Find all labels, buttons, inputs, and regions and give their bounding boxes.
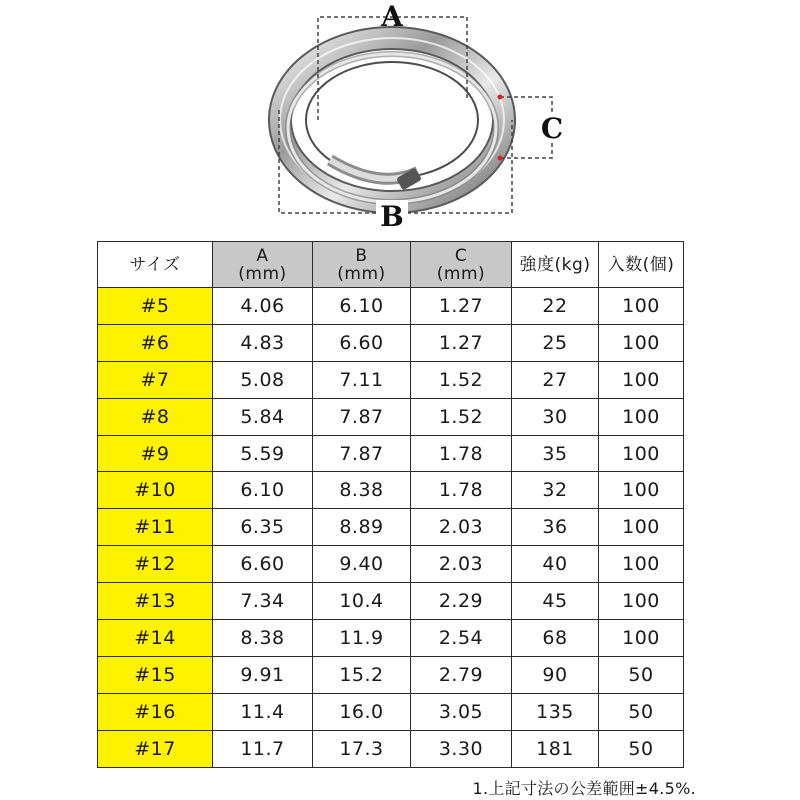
cell-a-mm: 6.35 [213,509,313,546]
cell-strength-kg: 27 [512,361,599,398]
cell-b-mm: 6.10 [313,288,411,325]
table-row [98,730,684,767]
cell-a-mm: 11.7 [213,730,313,767]
cell-strength-kg: 68 [512,620,599,657]
cell-size: #9 [98,435,213,472]
cell-a-mm: 9.91 [213,656,313,693]
cell-c-mm: 1.27 [411,324,512,361]
cell-a-mm: 5.84 [213,398,313,435]
cell-size: #17 [98,730,213,767]
cell-strength-kg: 30 [512,398,599,435]
cell-c-mm: 3.05 [411,693,512,730]
cell-strength-kg: 25 [512,324,599,361]
cell-quantity: 100 [599,398,684,435]
cell-quantity: 100 [599,509,684,546]
cell-c-mm: 1.78 [411,472,512,509]
header-c-label: C [454,245,468,266]
cell-c-mm: 2.03 [411,546,512,583]
cell-strength-kg: 181 [512,730,599,767]
cell-quantity: 100 [599,546,684,583]
table-row [98,472,684,509]
table-row [98,583,684,620]
cell-a-mm: 7.34 [213,583,313,620]
cell-b-mm: 7.11 [313,361,411,398]
header-size [98,242,213,288]
cell-a-mm: 6.10 [213,472,313,509]
label-a: A [381,0,403,33]
tolerance-note: 1.上記寸法の公差範囲±4.5%. [472,779,696,798]
cell-strength-kg: 45 [512,583,599,620]
cell-a-mm: 11.4 [213,693,313,730]
cell-a-mm: 8.38 [213,620,313,657]
header-b-unit: (mm) [337,263,386,284]
cell-a-mm: 4.06 [213,288,313,325]
header-a-label: A [256,245,269,266]
spec-table [97,241,684,768]
cell-quantity: 100 [599,620,684,657]
table-row [98,398,684,435]
cell-b-mm: 15.2 [313,656,411,693]
cell-size: #14 [98,620,213,657]
cell-c-mm: 1.27 [411,288,512,325]
cell-c-mm: 1.78 [411,435,512,472]
cell-size: #16 [98,693,213,730]
cell-quantity: 50 [599,730,684,767]
cell-strength-kg: 135 [512,693,599,730]
cell-b-mm: 7.87 [313,398,411,435]
cell-quantity: 100 [599,583,684,620]
cell-b-mm: 16.0 [313,693,411,730]
cell-quantity: 100 [599,324,684,361]
table-row [98,546,684,583]
cell-c-mm: 2.29 [411,583,512,620]
cell-size: #12 [98,546,213,583]
cell-quantity: 100 [599,361,684,398]
cell-strength-kg: 32 [512,472,599,509]
cell-c-mm: 1.52 [411,398,512,435]
cell-size: #8 [98,398,213,435]
table-row [98,324,684,361]
cell-b-mm: 8.38 [313,472,411,509]
header-quantity-label: 入数(個) [607,254,675,275]
cell-quantity: 100 [599,288,684,325]
header-row [98,242,684,288]
header-size-label: サイズ [129,254,181,275]
cell-b-mm: 7.87 [313,435,411,472]
cell-quantity: 100 [599,435,684,472]
split-ring-diagram [0,0,800,240]
marker-dot [498,95,503,100]
table-body [98,288,684,768]
table-row [98,693,684,730]
header-quantity [599,242,684,288]
cell-strength-kg: 40 [512,546,599,583]
table-row [98,361,684,398]
cell-a-mm: 5.08 [213,361,313,398]
cell-a-mm: 6.60 [213,546,313,583]
cell-size: #6 [98,324,213,361]
header-a [213,242,313,288]
label-c: C [540,112,564,145]
table-row [98,509,684,546]
header-a-unit: (mm) [238,263,287,284]
cell-b-mm: 6.60 [313,324,411,361]
split-ring-image [280,38,504,202]
cell-size: #13 [98,583,213,620]
cell-quantity: 100 [599,472,684,509]
cell-c-mm: 2.03 [411,509,512,546]
header-strength-label: 強度(kg) [519,254,591,275]
cell-strength-kg: 36 [512,509,599,546]
header-b [313,242,411,288]
cell-size: #5 [98,288,213,325]
cell-b-mm: 8.89 [313,509,411,546]
cell-strength-kg: 35 [512,435,599,472]
cell-a-mm: 5.59 [213,435,313,472]
cell-a-mm: 4.83 [213,324,313,361]
cell-b-mm: 17.3 [313,730,411,767]
cell-quantity: 50 [599,656,684,693]
cell-c-mm: 3.30 [411,730,512,767]
marker-dot [498,156,503,161]
cell-b-mm: 10.4 [313,583,411,620]
cell-c-mm: 2.54 [411,620,512,657]
cell-size: #7 [98,361,213,398]
cell-size: #15 [98,656,213,693]
table-row [98,288,684,325]
cell-strength-kg: 22 [512,288,599,325]
cell-c-mm: 1.52 [411,361,512,398]
label-b: B [380,200,404,233]
cell-strength-kg: 90 [512,656,599,693]
cell-size: #10 [98,472,213,509]
header-c-unit: (mm) [436,263,486,284]
table-row [98,435,684,472]
cell-c-mm: 2.79 [411,656,512,693]
table-row [98,620,684,657]
cell-quantity: 50 [599,693,684,730]
header-c [411,242,512,288]
table-row [98,656,684,693]
cell-b-mm: 9.40 [313,546,411,583]
cell-b-mm: 11.9 [313,620,411,657]
cell-size: #11 [98,509,213,546]
header-b-label: B [355,245,368,266]
header-strength [512,242,599,288]
